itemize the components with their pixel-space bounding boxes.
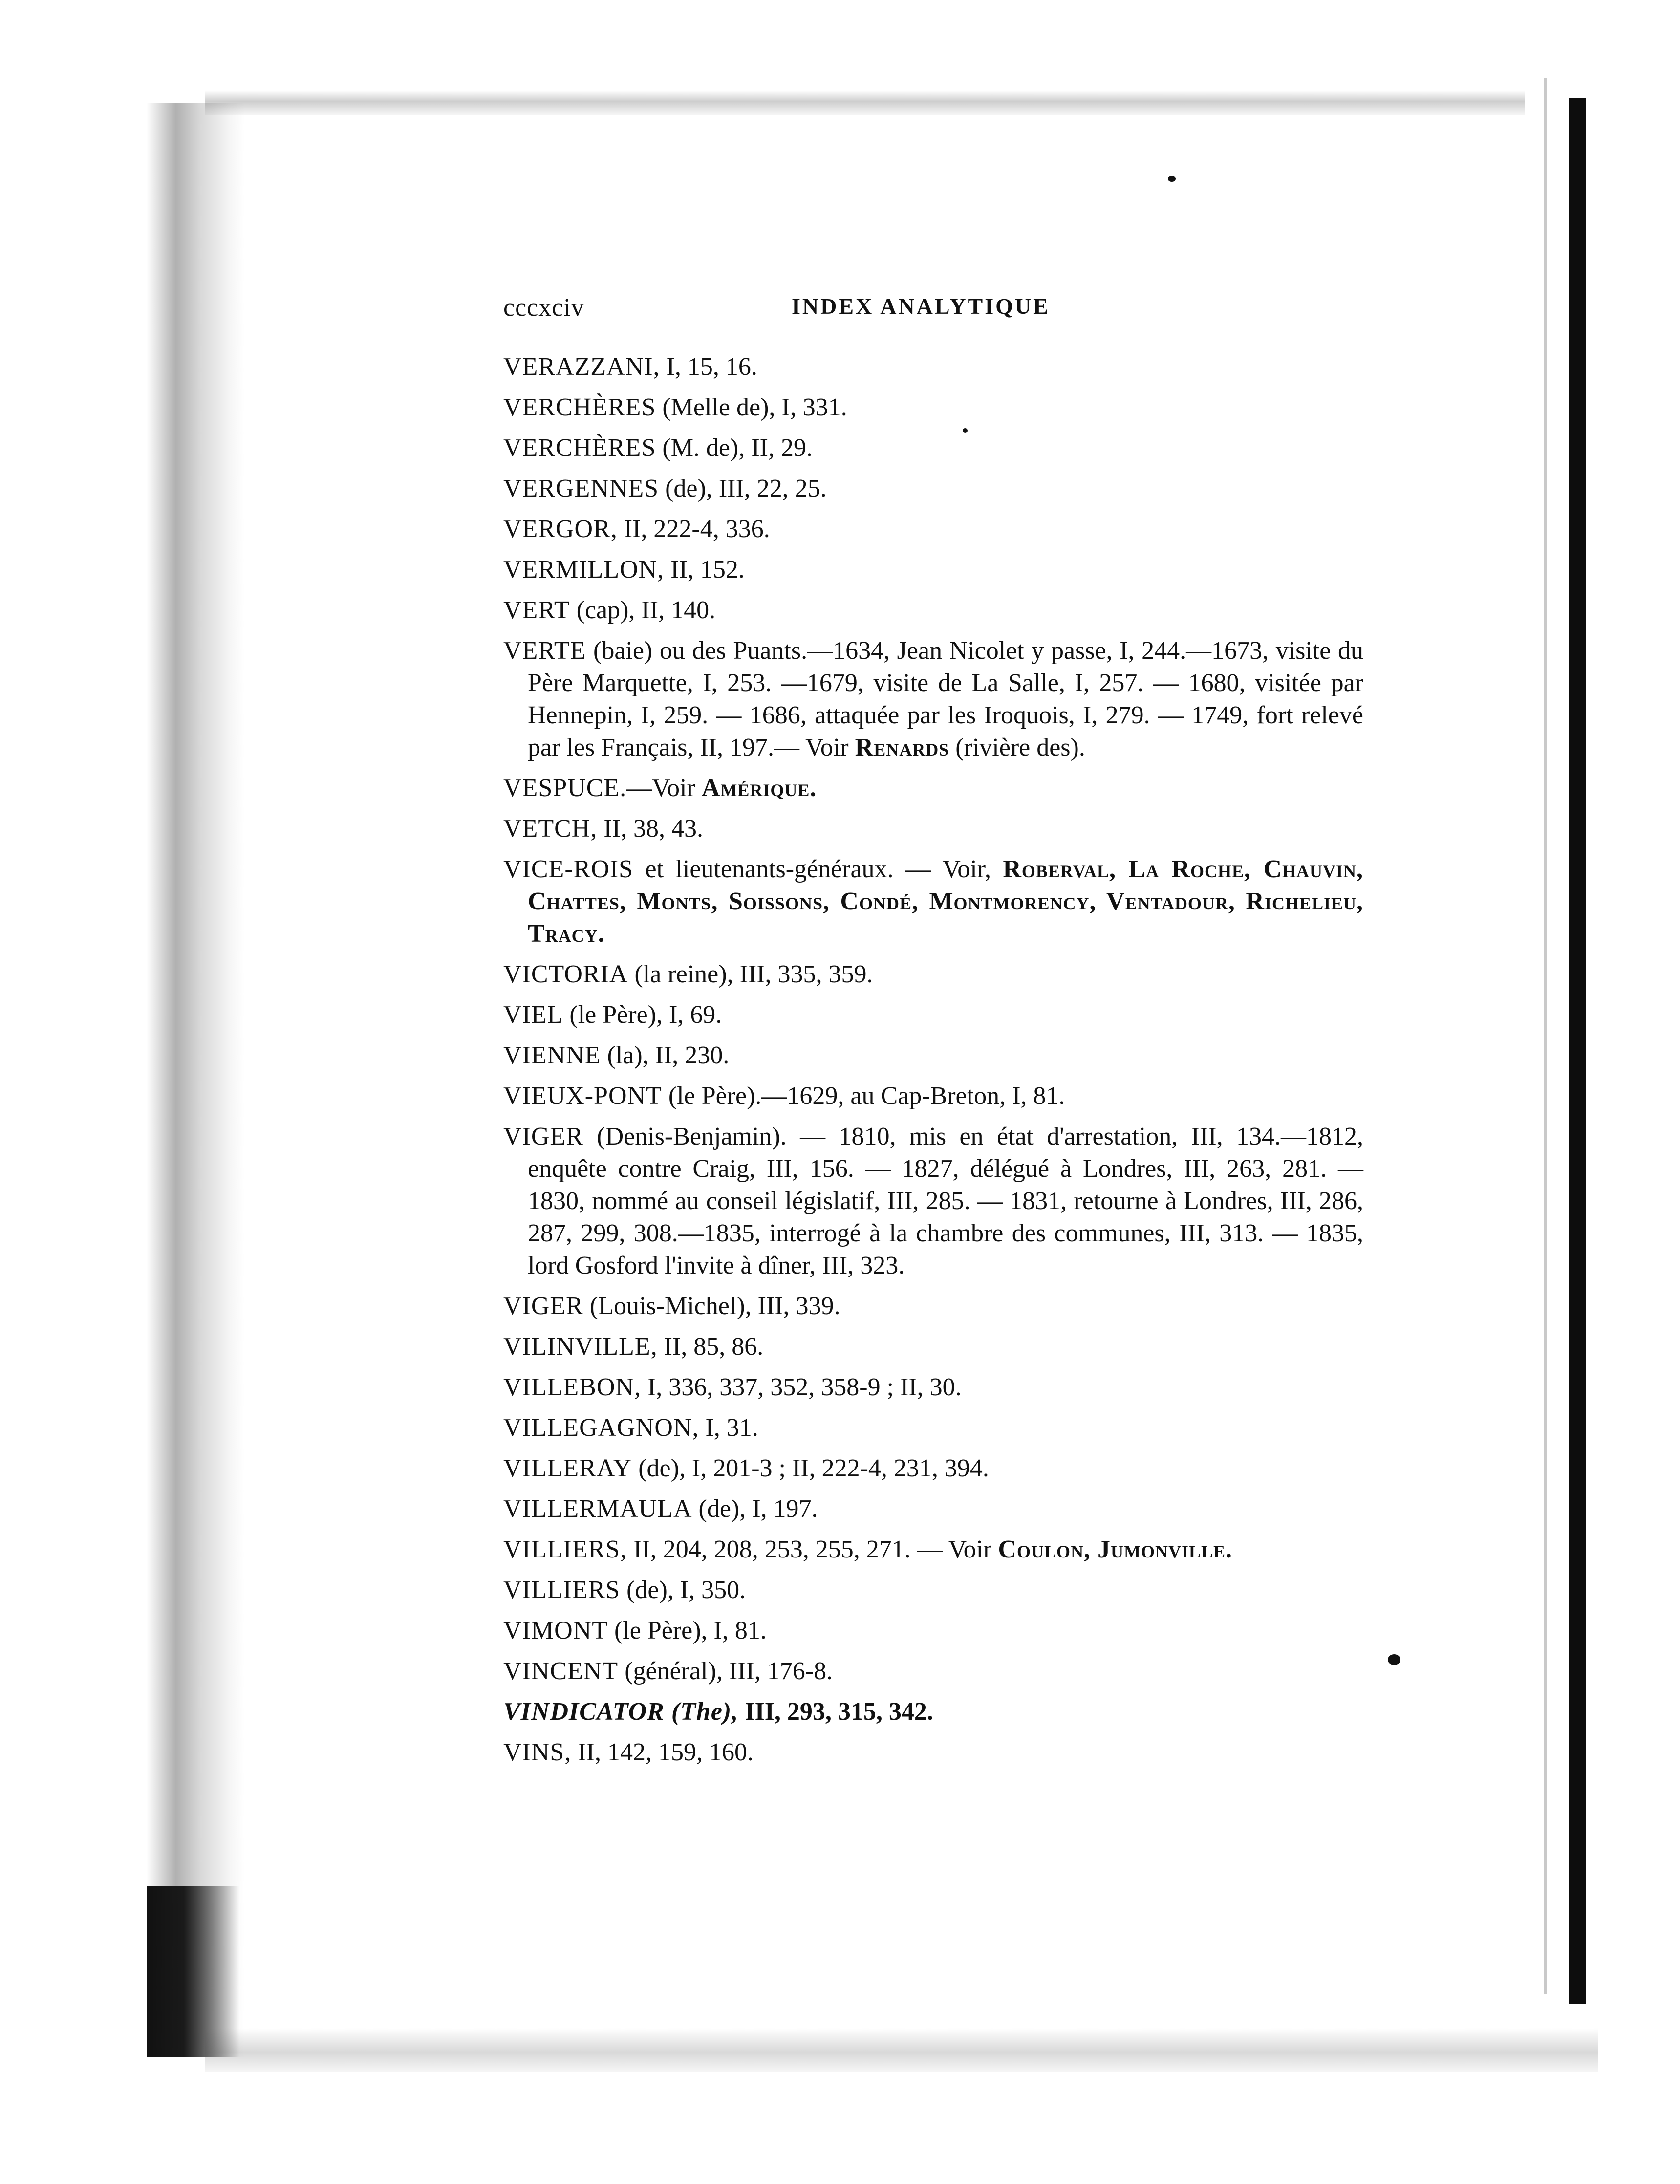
entry-references: (Louis-Michel), III, 339. <box>583 1292 840 1320</box>
entry-heading: VIEUX-PONT <box>503 1082 662 1110</box>
entry-heading: VERCHÈRES <box>503 434 656 462</box>
index-entry <box>503 958 1363 991</box>
entry-heading: VIEL <box>503 1001 563 1029</box>
entry-references: II, 152. <box>664 556 745 584</box>
entry-heading: VINDICATOR (The), <box>503 1698 739 1726</box>
entry-heading: VERT <box>503 596 570 624</box>
entry-references: II, 85, 86. <box>657 1333 764 1361</box>
entry-references: —Voir <box>626 774 702 802</box>
entry-references: (de), I, 197. <box>692 1495 818 1523</box>
entry-references: et lieutenants-généraux. — Voir, <box>633 855 1003 883</box>
entry-references: II, 204, 208, 253, 255, 271. — Voir <box>627 1535 998 1563</box>
entry-references: II, 142, 159, 160. <box>571 1738 754 1766</box>
entry-heading: VERMILLON, <box>503 556 665 584</box>
scan-shadow-top <box>205 90 1525 115</box>
entry-references: II, 38, 43. <box>597 815 703 843</box>
index-entry <box>503 513 1363 545</box>
index-entry <box>503 1121 1363 1282</box>
scan-shadow-bottom <box>205 2028 1598 2072</box>
entry-heading: VERAZZANI, <box>503 353 660 381</box>
cross-reference: Coulon, Jumonville. <box>998 1535 1232 1563</box>
index-entry <box>503 1371 1363 1404</box>
entry-heading: VICTORIA <box>503 960 628 988</box>
index-entry <box>503 1412 1363 1444</box>
page-header <box>503 293 1363 332</box>
index-entry <box>503 1290 1363 1322</box>
entry-references: (cap), II, 140. <box>570 596 716 624</box>
page-number: cccxciv <box>503 294 584 322</box>
index-page <box>503 293 1363 1777</box>
entry-references: (de), I, 350. <box>620 1576 746 1604</box>
index-entry <box>503 1615 1363 1647</box>
scan-speck <box>1388 1654 1400 1665</box>
entry-heading: VERTE <box>503 637 586 665</box>
index-entry <box>503 351 1363 383</box>
entry-references: I, 31. <box>699 1414 758 1442</box>
cross-reference: Roberval, La Roche, Chauvin, Chattes, Monts, Soissons, Condé, Montmorency, Ventadour, Richelieu, Tracy. <box>528 855 1364 948</box>
index-entry <box>503 1331 1363 1363</box>
entry-heading: VERGENNES <box>503 475 659 502</box>
scan-speck <box>1168 176 1176 182</box>
index-entry <box>503 473 1363 505</box>
entry-heading: VIGER <box>503 1123 583 1150</box>
index-entry <box>503 772 1363 804</box>
entry-references: (de), I, 201-3 ; II, 222-4, 231, 394. <box>632 1454 989 1482</box>
index-entry <box>503 594 1363 627</box>
entry-references: (la), II, 230. <box>601 1041 730 1069</box>
index-entry <box>503 1696 1363 1728</box>
scan-bar-right <box>1569 98 1586 2004</box>
entry-heading: VILLIERS <box>503 1576 621 1604</box>
entry-heading: VILLIERS, <box>503 1535 627 1563</box>
entry-references: (de), III, 22, 25. <box>659 475 827 502</box>
index-entry <box>503 432 1363 464</box>
index-entry <box>503 1493 1363 1525</box>
index-entry <box>503 554 1363 586</box>
entry-references: III, 293, 315, 342. <box>738 1698 933 1726</box>
index-entry <box>503 1452 1363 1485</box>
entry-references: (la reine), III, 335, 359. <box>628 960 873 988</box>
cross-reference: Amérique. <box>701 774 817 802</box>
entry-references: I, 336, 337, 352, 358-9 ; II, 30. <box>641 1373 962 1401</box>
index-entry <box>503 1655 1363 1687</box>
entry-heading: VILLERAY <box>503 1454 632 1482</box>
entry-references: (le Père), I, 69. <box>563 1001 722 1029</box>
running-title: INDEX ANALYTIQUE <box>792 294 1050 319</box>
entry-heading: VINS, <box>503 1738 572 1766</box>
entry-heading: VILLEBON, <box>503 1373 641 1401</box>
entry-heading: VILINVILLE, <box>503 1333 658 1361</box>
entry-references: (M. de), II, 29. <box>656 434 813 462</box>
index-entry <box>503 1574 1363 1606</box>
entry-references: (Melle de), I, 331. <box>656 393 847 421</box>
entry-references: (le Père), I, 81. <box>607 1617 767 1644</box>
index-entry <box>503 1736 1363 1769</box>
scan-shadow-left <box>147 103 244 2057</box>
entry-heading: VERGOR, <box>503 515 618 543</box>
entry-heading: VILLEGAGNON, <box>503 1414 699 1442</box>
entry-heading: VILLERMAULA <box>503 1495 692 1523</box>
index-entry <box>503 635 1363 764</box>
entry-references: (général), III, 176-8. <box>618 1657 833 1685</box>
index-entry <box>503 999 1363 1031</box>
entry-heading: VETCH, <box>503 815 598 843</box>
index-entries <box>503 351 1363 1769</box>
index-entry <box>503 1534 1363 1566</box>
entry-references: I, 15, 16. <box>660 353 757 381</box>
entry-heading: VERCHÈRES <box>503 393 656 421</box>
index-entry <box>503 391 1363 424</box>
index-entry <box>503 813 1363 845</box>
entry-heading: VIGER <box>503 1292 583 1320</box>
entry-heading: VINCENT <box>503 1657 619 1685</box>
entry-references: (baie) ou des Puants.—1634, Jean Nicolet y passe, I, 244.—1673, visite du Père Marquette, I, 253. —1679, visite de La Salle, I, 257. — 1680, visitée par Hennepin, I, 259. — 1686, attaquée par les Iroquois, I, 279. — 1749, fort relevé par les Français, II, 197.— Voir <box>528 637 1363 761</box>
cross-reference: Renards <box>855 734 949 761</box>
scan-line-right <box>1544 78 1547 1994</box>
entry-references: (Denis-Benjamin). — 1810, mis en état d'arrestation, III, 134.—1812, enquête contre Craig, III, 156. — 1827, délégué à Londres, III, 263, 281. — 1830, nommé au conseil législatif, III, 285. — 1831, retourne à Londres, III, 286, 287, 299, 308.—1835, interrogé à la chambre des communes, III, 313. — 1835, lord Gosford l'invite à dîner, III, 323. <box>528 1123 1363 1279</box>
entry-tail: (rivière des). <box>949 734 1085 761</box>
entry-heading: VIENNE <box>503 1041 601 1069</box>
entry-references: II, 222-4, 336. <box>617 515 770 543</box>
index-entry <box>503 853 1363 950</box>
index-entry <box>503 1080 1363 1112</box>
entry-heading: VIMONT <box>503 1617 608 1644</box>
entry-heading: VICE-ROIS <box>503 855 634 883</box>
index-entry <box>503 1039 1363 1072</box>
entry-heading: VESPUCE. <box>503 774 627 802</box>
entry-references: (le Père).—1629, au Cap-Breton, I, 81. <box>662 1082 1065 1110</box>
